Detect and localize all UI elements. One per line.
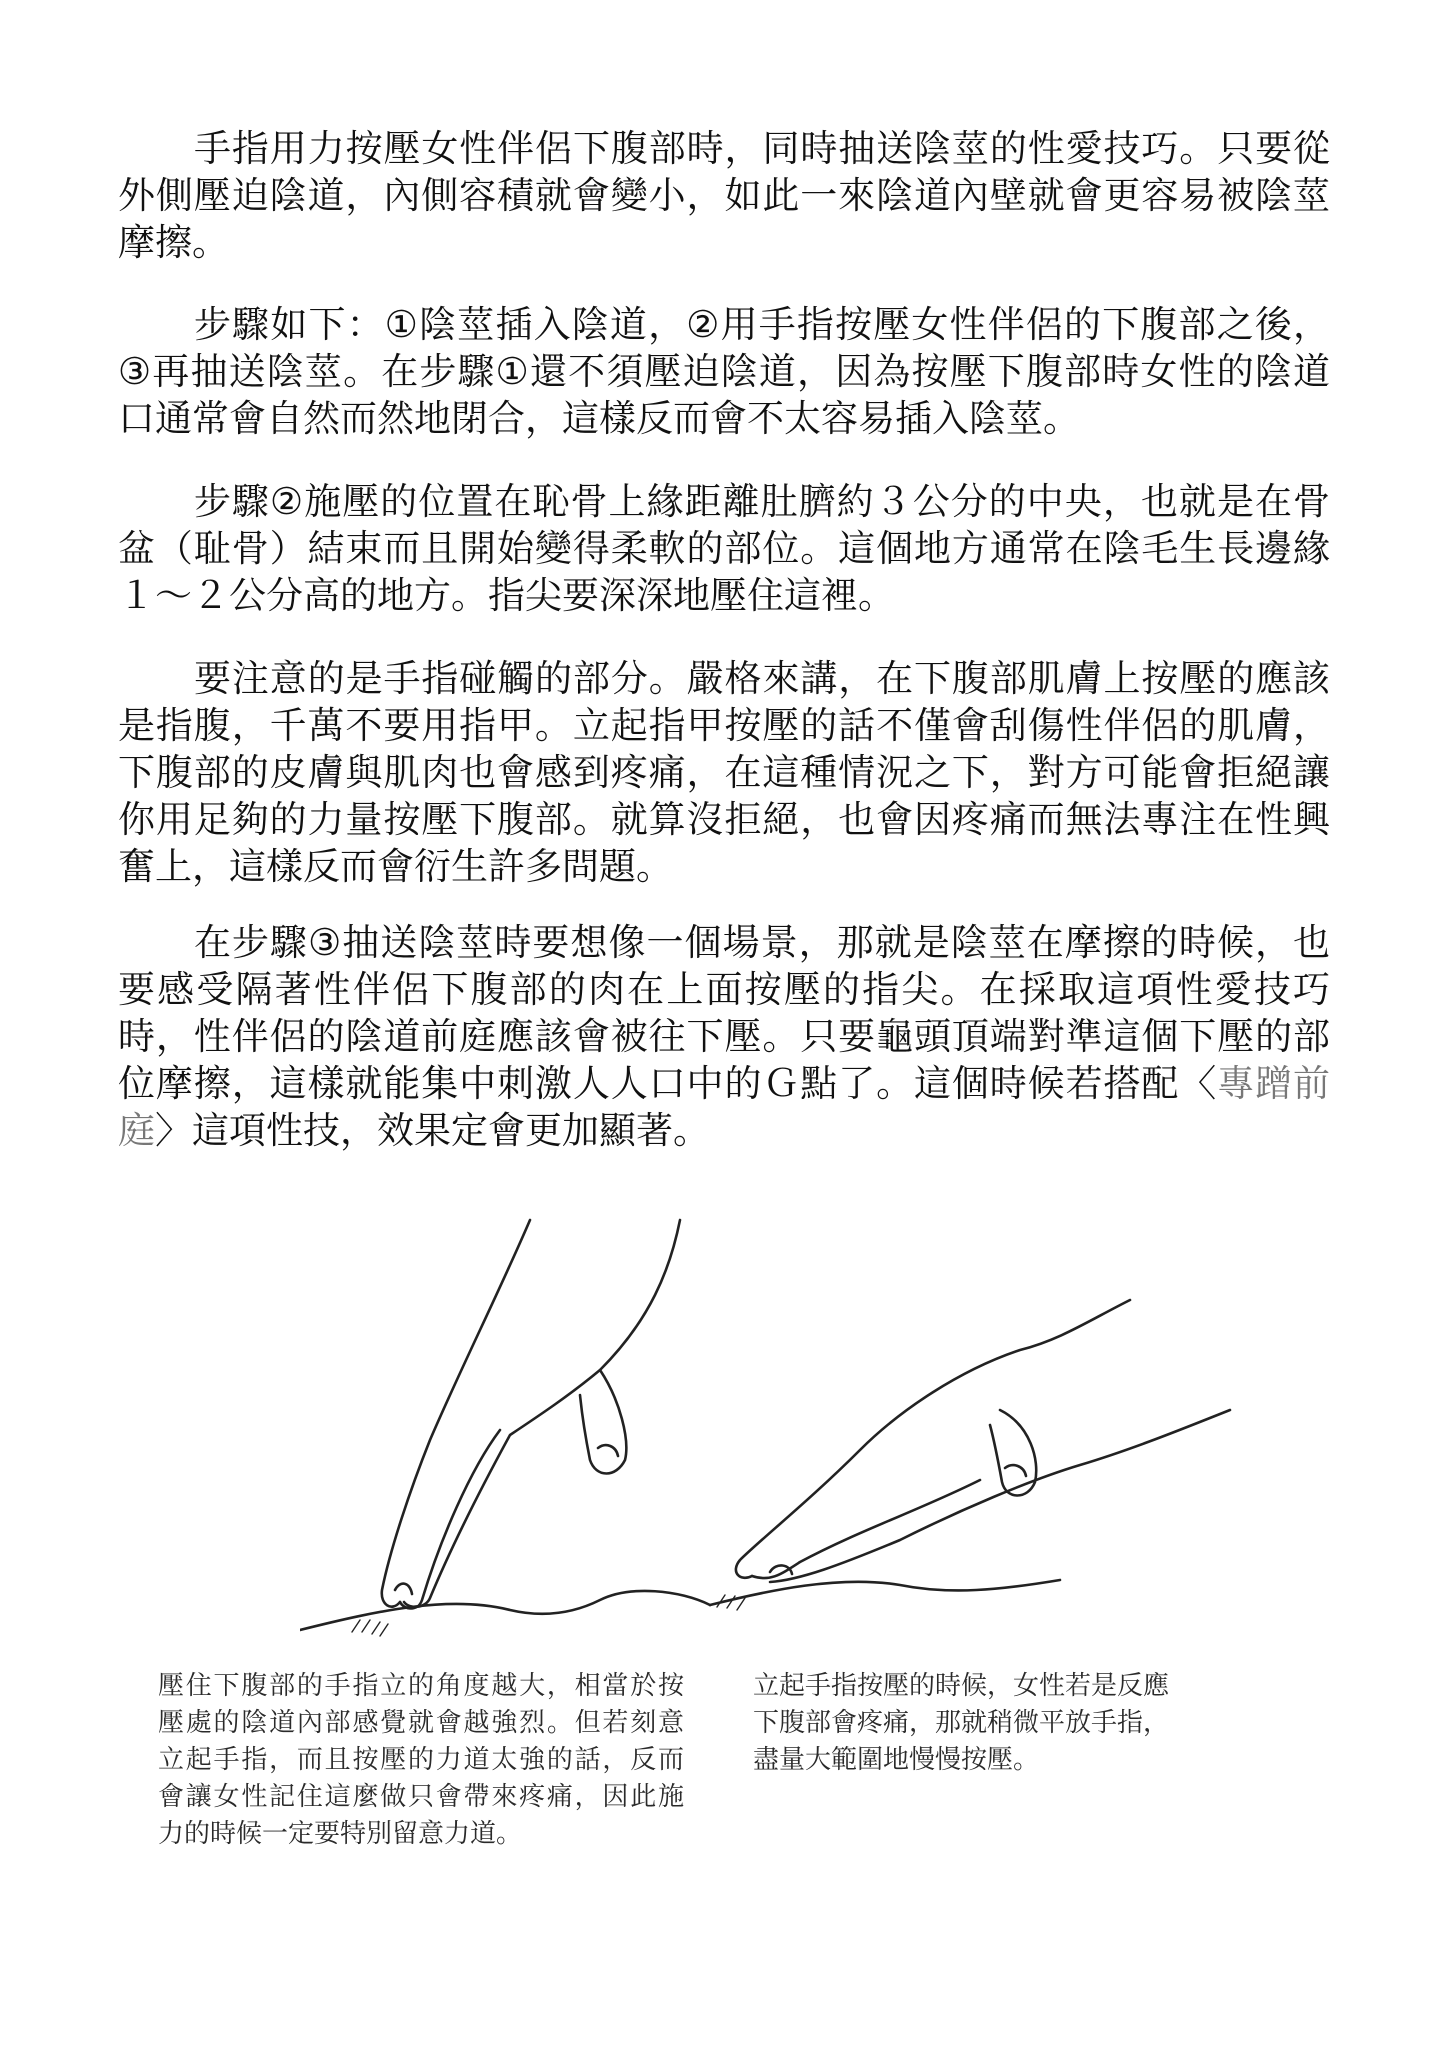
- paragraph-2-line-2: ③再抽送陰莖。在步驟①還不須壓迫陰道，因為按壓下腹部時女性的陰道: [118, 350, 1330, 393]
- paragraph-5-line-4: [118, 1061, 1330, 1107]
- paragraph-4-line-2: 是指腹，千萬不要用指甲。立起指甲按壓的話不僅會刮傷性伴侶的肌膚，: [118, 704, 1330, 747]
- technique-link-part-1[interactable]: 專蹭前: [1217, 1062, 1331, 1105]
- paragraph-2-line-1: 步驟如下：①陰莖插入陰道，②用手指按壓女性伴侶的下腹部之後，: [194, 303, 1330, 346]
- caption-right: [753, 1668, 1193, 1779]
- caption-left-line-1: 壓住下腹部的手指立的角度越大，相當於按: [158, 1671, 684, 1701]
- paragraph-4-line-4: 你用足夠的力量按壓下腹部。就算沒拒絕，也會因疼痛而無法專注在性興: [118, 798, 1330, 841]
- caption-right-line-1: 立起手指按壓的時候，女性若是反應: [753, 1671, 1170, 1701]
- caption-left-line-3: 立起手指，而且按壓的力道太強的話，反而: [158, 1745, 684, 1775]
- flat-finger-drawing: [710, 1300, 1230, 1610]
- paragraph-3-line-3: １～２公分高的地方。指尖要深深地壓住這裡。: [118, 574, 895, 617]
- paragraph-3-line-2: 盆（耻骨）結束而且開始變得柔軟的部位。這個地方通常在陰毛生長邊緣: [118, 527, 1330, 570]
- hand-pressing-illustration: [300, 1210, 1350, 1640]
- paragraph-1-line-3: 摩擦。: [118, 221, 229, 264]
- paragraph-5-line-3: 時，性伴侶的陰道前庭應該會被往下壓。只要龜頭頂端對準這個下壓的部: [118, 1015, 1330, 1058]
- caption-right-line-2: 下腹部會疼痛，那就稍微平放手指，: [753, 1708, 1170, 1738]
- paragraph-1-line-1: 手指用力按壓女性伴侶下腹部時，同時抽送陰莖的性愛技巧。只要從: [194, 127, 1330, 170]
- upright-finger-drawing: [300, 1220, 710, 1636]
- caption-left-line-5: 力的時候一定要特別留意力道。: [158, 1819, 523, 1849]
- caption-left-line-4: 會讓女性記住這麼做只會帶來疼痛，因此施: [158, 1782, 684, 1812]
- paragraph-4-line-3: 下腹部的皮膚與肌肉也會感到疼痛，在這種情況之下，對方可能會拒絕讓: [118, 751, 1330, 794]
- paragraph-5-line-1: 在步驟③抽送陰莖時要想像一個場景，那就是陰莖在摩擦的時候，也: [194, 921, 1330, 964]
- paragraph-4-line-5: 奮上，這樣反而會衍生許多問題。: [118, 845, 673, 888]
- paragraph-5-line-4-text: 位摩擦，這樣就能集中刺激人人口中的Ｇ點了。這個時候若搭配〈: [118, 1062, 1218, 1105]
- paragraph-5-line-5-text: 〉這項性技，效果定會更加顯著。: [155, 1109, 710, 1152]
- paragraph-5-line-2: 要感受隔著性伴侶下腹部的肉在上面按壓的指尖。在採取這項性愛技巧: [118, 968, 1330, 1011]
- caption-left: [158, 1668, 684, 1853]
- paragraph-1-line-2: 外側壓迫陰道，內側容積就會變小，如此一來陰道內壁就會更容易被陰莖: [118, 174, 1330, 217]
- caption-left-line-2: 壓處的陰道內部感覺就會越強烈。但若刻意: [158, 1708, 684, 1738]
- technique-link-part-2[interactable]: 庭: [118, 1109, 155, 1152]
- paragraph-2-line-3: 口通常會自然而然地閉合，這樣反而會不太容易插入陰莖。: [118, 397, 1080, 440]
- paragraph-3-line-1: 步驟②施壓的位置在恥骨上緣距離肚臍約３公分的中央，也就是在骨: [194, 480, 1330, 523]
- paragraph-5-line-5: [118, 1108, 1330, 1154]
- paragraph-4-line-1: 要注意的是手指碰觸的部分。嚴格來講，在下腹部肌膚上按壓的應該: [194, 657, 1330, 700]
- caption-right-line-3: 盡量大範圍地慢慢按壓。: [753, 1745, 1040, 1775]
